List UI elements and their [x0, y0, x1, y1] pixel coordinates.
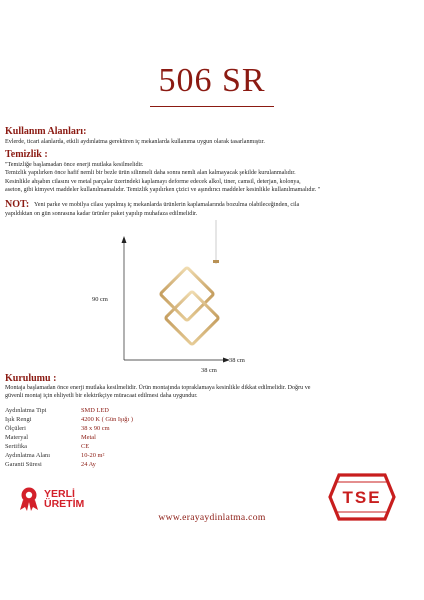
install-heading: Kurulumu : [5, 373, 57, 384]
spec-value: 10-20 m² [81, 452, 105, 459]
install-line: güvenli montaj için ehliyetli bir elektrikçiye müracaat edilmesi daha uygundur. [5, 393, 198, 400]
cleaning-line: Kesinlikle ahşabın cilasını ve metal parçalar üzerindeki kaplamayı deforme edecek alkol, tiner, camsil, deterjan, kolonya, [5, 178, 301, 185]
install-line: Montaja başlamadan önce enerji mutlaka kesilmelidir. Ürün montajında topraklamaya kesinlikle dikkat edilmelidir. Doğru ve [5, 385, 311, 391]
spec-row [5, 442, 133, 451]
spec-row [5, 415, 133, 424]
title-underline [150, 106, 274, 107]
badge-line: YERLİ [44, 488, 75, 500]
spec-value: SMD LED [81, 407, 109, 414]
lamp-frame-upper [160, 267, 214, 321]
yerli-uretim-badge [44, 489, 84, 509]
spec-value: 38 x 90 cm [81, 425, 110, 432]
spec-row [5, 424, 133, 433]
cleaning-line: Temizlik yapılırken önce hafif nemli bir bezle ürün silinmeli daha sonra nemli alan kalmayacak şekilde kurulanmalıdır. [5, 170, 296, 177]
install-text [5, 384, 310, 401]
width-label-bottom: 38 cm [201, 367, 217, 374]
spec-table [5, 406, 133, 469]
spec-row [5, 406, 133, 415]
spec-value: 4200 K ( Gün Işığı ) [81, 416, 134, 423]
website-link[interactable]: www.erayaydinlatma.com [158, 512, 266, 523]
cleaning-line: aseton, gibi kimyevi maddeler kullanılmamalıdır. Temizlik yapılırken çizici ve aşındırıcı maddeler kesinlikle kullanılmamalıdır. " [5, 187, 321, 194]
cleaning-text [5, 161, 320, 195]
spec-key: Işık Rengi [5, 416, 32, 423]
spec-key: Garanti Süresi [5, 461, 42, 468]
spec-row [5, 460, 133, 469]
cleaning-heading: Temizlik : [5, 149, 48, 160]
spec-value: 24 Ay [81, 461, 96, 468]
note-line: yapıldıktan on gün sonrasına kadar ürünler paket yapılıp muhafaza edilmelidir. [5, 211, 198, 217]
ceiling-mount [213, 260, 219, 263]
height-label: 90 cm [92, 296, 108, 303]
note-line: Yeni parke ve mobilya cilası yapılmış iç mekanlarda ürünlerin kaplamalarında bozulma olabileceğinden, cila [34, 202, 300, 208]
product-title: 506 SR [158, 62, 266, 99]
tse-text: TSE [342, 488, 382, 507]
product-diagram [110, 220, 270, 370]
spec-key: Materyal [5, 434, 29, 441]
spec-row [5, 433, 133, 442]
spec-key: Sertifika [5, 443, 28, 450]
lamp-frame-lower [165, 291, 219, 345]
spec-key: Aydınlatma Alanı [5, 452, 51, 459]
spec-key: Ölçüleri [5, 425, 26, 432]
badge-line: ÜRETİM [44, 498, 85, 510]
yerli-uretim-ribbon-icon [16, 486, 42, 512]
usage-heading: Kullanım Alanları: [5, 126, 87, 137]
cleaning-line: "Temizliğe başlamadan önce enerji mutlaka kesilmelidir. [5, 162, 144, 168]
usage-text: Evlerde, ticari alanlarda, etkili aydınlatma gerektiren iç mekanlarda kullanıma uygun olarak tasarlanmıştır. [5, 139, 265, 145]
spec-value: CE [81, 443, 90, 450]
arrow-up-icon [122, 236, 127, 243]
spec-key: Aydınlatma Tipi [5, 407, 47, 414]
width-label-top: 38 cm [229, 357, 245, 364]
spec-row [5, 451, 133, 460]
spec-value: Metal [81, 434, 96, 441]
note-heading: NOT: [5, 199, 30, 210]
